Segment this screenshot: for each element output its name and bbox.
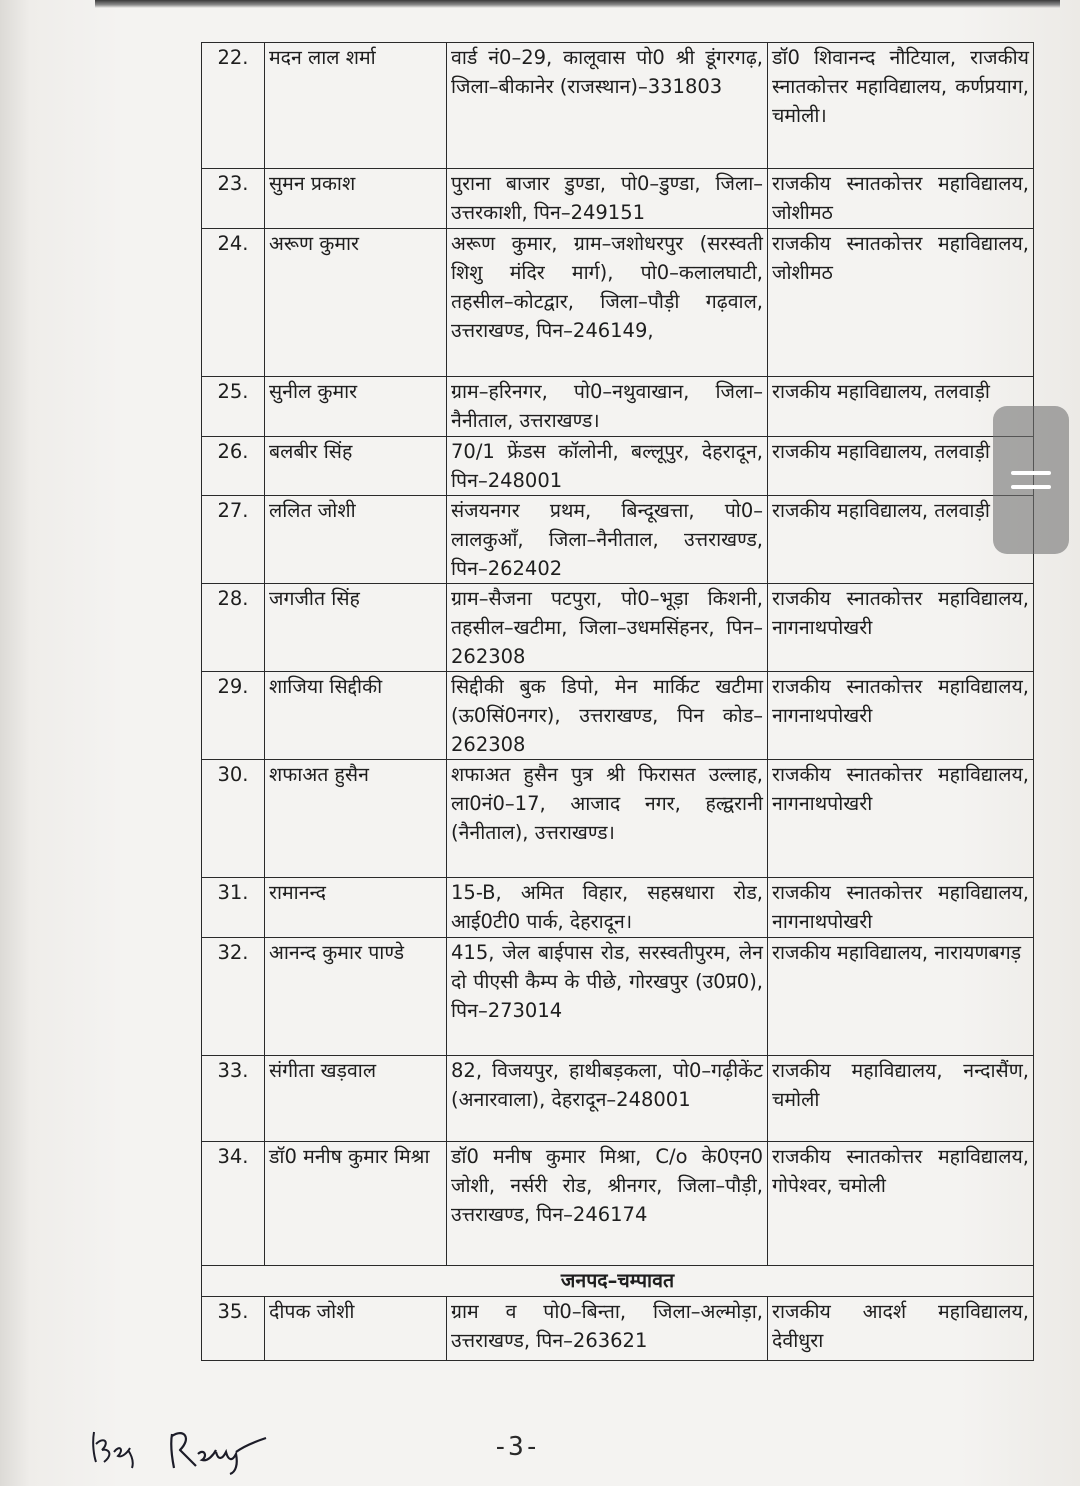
candidate-name: जगजीत सिंह [265,584,447,672]
college-name: राजकीय स्नातकोत्तर महाविद्यालय, जोशीमठ [768,229,1034,377]
serial-number: 32. [202,938,265,1056]
candidate-address: 70/1 फ्रेंडस कॉलोनी, बल्लूपुर, देहरादून, पिन–248001 [447,437,768,496]
serial-number: 25. [202,377,265,437]
floating-scroll-handle[interactable] [993,406,1069,554]
serial-number: 23. [202,169,265,229]
candidate-name: रामानन्द [265,878,447,938]
college-name: राजकीय स्नातकोत्तर महाविद्यालय, गोपेश्वर, चमोली [768,1142,1034,1266]
candidate-name: मदन लाल शर्मा [265,43,447,169]
signature-icon [162,1426,272,1478]
table-row [202,496,1034,584]
candidate-name: शफाअत हुसैन [265,760,447,878]
table-row [202,43,1034,169]
serial-number: 22. [202,43,265,169]
college-name: राजकीय स्नातकोत्तर महाविद्यालय, नागनाथपोखरी [768,760,1034,878]
table-row [202,1142,1034,1266]
table-row [202,377,1034,437]
college-name: राजकीय महाविद्यालय, नारायणबगड़ [768,938,1034,1056]
candidate-name: डॉ0 मनीष कुमार मिश्रा [265,1142,447,1266]
college-name: राजकीय महाविद्यालय, तलवाड़ी [768,377,1034,437]
candidate-address: वार्ड नं0–29, कालूवास पो0 श्री डूंगरगढ़, जिला–बीकानेर (राजस्थान)–331803 [447,43,768,169]
candidate-name: अरूण कुमार [265,229,447,377]
candidate-address: पुराना बाजार डुण्डा, पो0–डुण्डा, जिला–उत्तरकाशी, पिन–249151 [447,169,768,229]
table-row [202,229,1034,377]
candidate-address: अरूण कुमार, ग्राम–जशोधरपुर (सरस्वती शिशु मंदिर मार्ग), पो0–कलालघाटी, तहसील–कोटद्वार, जिला–पौड़ी गढ़वाल, उत्तराखण्ड, पिन–246149, [447,229,768,377]
candidate-address: सिद्दीकी बुक डिपो, मेन मार्किट खटीमा (ऊ0सिं0नगर), उत्तराखण्ड, पिन कोड–262308 [447,672,768,760]
candidate-address: ग्राम–सैजना पटपुरा, पो0–भूड़ा किशनी, तहसील–खटीमा, जिला–उधमसिंहनर, पिन–262308 [447,584,768,672]
college-name: डॉ0 शिवानन्द नौटियाल, राजकीय स्नातकोत्तर महाविद्यालय, कर्णप्रयाग, चमोली। [768,43,1034,169]
table-row [202,584,1034,672]
serial-number: 33. [202,1056,265,1142]
table-row [202,437,1034,496]
signature-icon [88,1422,148,1472]
serial-number: 28. [202,584,265,672]
college-name: राजकीय आदर्श महाविद्यालय, देवीधुरा [768,1297,1034,1361]
table-row [202,1297,1034,1361]
college-name: राजकीय स्नातकोत्तर महाविद्यालय, जोशीमठ [768,169,1034,229]
college-name: राजकीय महाविद्यालय, तलवाड़ी [768,496,1034,584]
page-top-edge [95,0,1060,8]
allocation-table [201,42,1034,1361]
candidate-address: ग्राम व पो0–बिन्ता, जिला–अल्मोड़ा, उत्तराखण्ड, पिन–263621 [447,1297,768,1361]
candidate-name: शाजिया सिद्दीकी [265,672,447,760]
candidate-address: 82, विजयपुर, हाथीबड़कला, पो0–गढ़ीकेंट (अनारवाला), देहरादून–248001 [447,1056,768,1142]
college-name: राजकीय महाविद्यालय, तलवाड़ी [768,437,1034,496]
serial-number: 26. [202,437,265,496]
candidate-name: बलबीर सिंह [265,437,447,496]
district-heading-row [202,1266,1034,1297]
candidate-address: शफाअत हुसैन पुत्र श्री फिरासत उल्लाह, ला0नं0–17, आजाद नगर, हल्द्वरानी (नैनीताल), उत्तराखण्ड। [447,760,768,878]
serial-number: 35. [202,1297,265,1361]
candidate-name: सुनील कुमार [265,377,447,437]
candidate-name: ललित जोशी [265,496,447,584]
table-row [202,938,1034,1056]
table-row [202,169,1034,229]
serial-number: 31. [202,878,265,938]
table-row [202,878,1034,938]
serial-number: 29. [202,672,265,760]
menu-lines-icon [1009,466,1053,494]
candidate-address: ग्राम–हरिनगर, पो0–नथुवाखान, जिला–नैनीताल, उत्तराखण्ड। [447,377,768,437]
college-name: राजकीय महाविद्यालय, नन्दासैंण, चमोली [768,1056,1034,1142]
serial-number: 34. [202,1142,265,1266]
candidate-name: दीपक जोशी [265,1297,447,1361]
candidate-name: आनन्द कुमार पाण्डे [265,938,447,1056]
table-row [202,760,1034,878]
table-row [202,1056,1034,1142]
candidate-address: डॉ0 मनीष कुमार मिश्रा, C/o के0एन0 जोशी, नर्सरी रोड, श्रीनगर, जिला–पौड़ी, उत्तराखण्ड, पिन–246174 [447,1142,768,1266]
college-name: राजकीय स्नातकोत्तर महाविद्यालय, नागनाथपोखरी [768,878,1034,938]
college-name: राजकीय स्नातकोत्तर महाविद्यालय, नागनाथपोखरी [768,672,1034,760]
serial-number: 30. [202,760,265,878]
serial-number: 27. [202,496,265,584]
candidate-address: 415, जेल बाईपास रोड, सरस्वतीपुरम, लेन दो पीएसी कैम्प के पीछे, गोरखपुर (उ0प्र0), पिन–273014 [447,938,768,1056]
college-name: राजकीय स्नातकोत्तर महाविद्यालय, नागनाथपोखरी [768,584,1034,672]
candidate-address: 15-B, अमित विहार, सहस्रधारा रोड, आई0टी0 पार्क, देहरादून। [447,878,768,938]
candidate-name: संगीता खड़वाल [265,1056,447,1142]
candidate-name: सुमन प्रकाश [265,169,447,229]
district-heading: जनपद–चम्पावत [202,1266,1034,1297]
page-number: -3- [492,1432,540,1462]
serial-number: 24. [202,229,265,377]
table-row [202,672,1034,760]
candidate-address: संजयनगर प्रथम, बिन्दूखत्ता, पो0–लालकुआँ, जिला–नैनीताल, उत्तराखण्ड, पिन–262402 [447,496,768,584]
